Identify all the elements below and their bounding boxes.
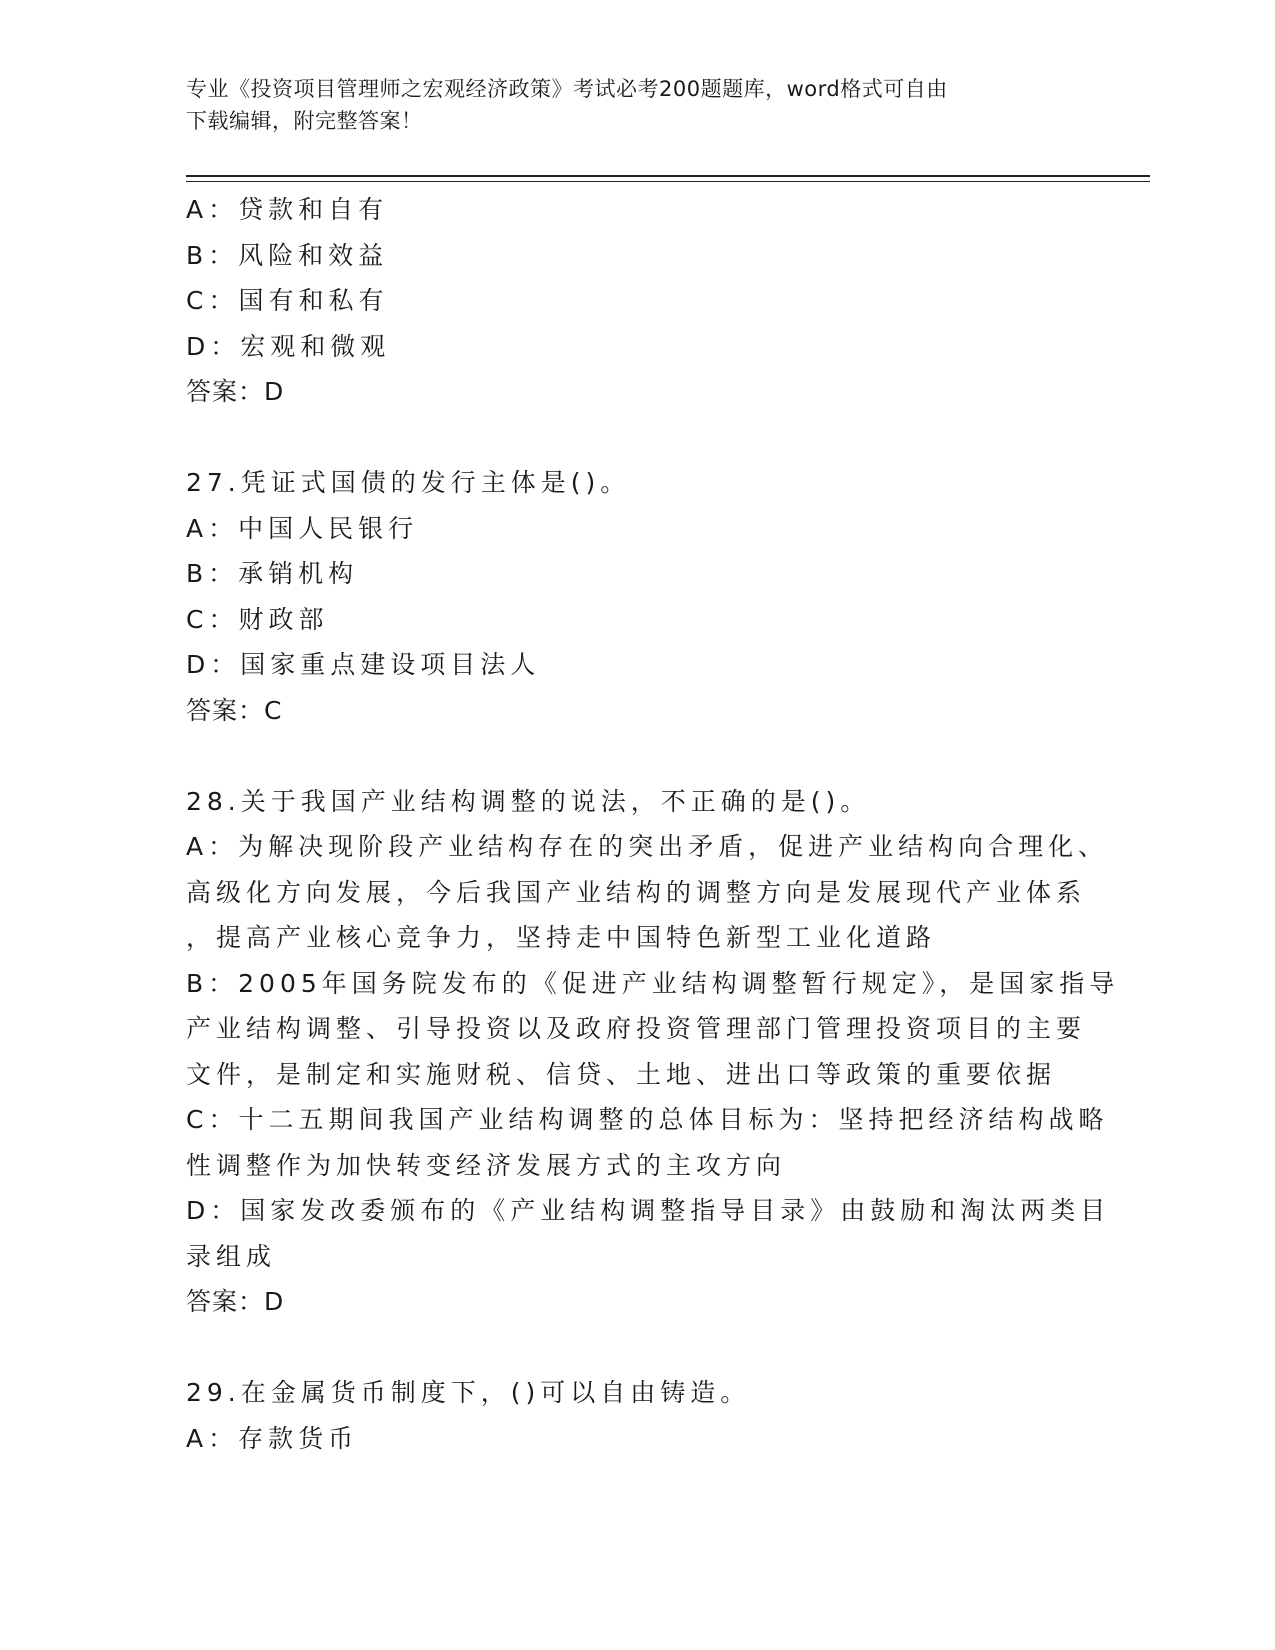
spacer [186, 1325, 1086, 1371]
option-b: B：风险和效益 [186, 240, 389, 270]
header-divider-thick [186, 175, 1150, 177]
document-header [186, 73, 1066, 137]
answer-line: 答案：D [186, 377, 285, 406]
option-b-line-2: 产业结构调整、引导投资以及政府投资管理部门管理投资项目的主要 [186, 1014, 1087, 1043]
option-d-line-1: D：国家发改委颁布的《产业结构调整指导目录》由鼓励和淘汰两类目 [186, 1196, 1111, 1225]
header-line-2: 下载编辑，附完整答案！ [186, 109, 423, 133]
option-a: A：贷款和自有 [186, 195, 389, 224]
option-c: C：财政部 [186, 604, 329, 634]
option-a-line-2: 高级化方向发展，今后我国产业结构的调整方向是发展现代产业体系 [186, 877, 1087, 907]
option-b: B：承销机构 [186, 559, 359, 588]
option-c: C：国有和私有 [186, 286, 389, 315]
question-text: 29.在金属货币制度下，()可以自由铸造。 [186, 1378, 751, 1407]
option-a-line-3: ，提高产业核心竞争力，坚持走中国特色新型工业化道路 [186, 923, 937, 952]
option-b-line-3: 文件，是制定和实施财税、信贷、土地、进出口等政策的重要依据 [186, 1059, 1057, 1089]
option-b-line-1: B：2005年国务院发布的《促进产业结构调整暂行规定》，是国家指导 [186, 968, 1120, 998]
option-a: A：存款货币 [186, 1423, 359, 1453]
header-divider-thin [186, 181, 1150, 182]
option-a: A：中国人民银行 [186, 513, 419, 543]
answer-line: 答案：C [186, 695, 283, 725]
option-d: D：宏观和微观 [186, 331, 391, 361]
header-line-1: 专业《投资项目管理师之宏观经济政策》考试必考200题题库，word格式可自由 [186, 77, 948, 101]
question-28 [186, 779, 1120, 1325]
option-c-line-2: 性调整作为加快转变经济发展方式的主攻方向 [186, 1150, 787, 1180]
question-list [186, 187, 1120, 1461]
option-d: D：国家重点建设项目法人 [186, 650, 541, 679]
option-c-line-1: C：十二五期间我国产业结构调整的总体目标为：坚持把经济结构战略 [186, 1105, 1109, 1134]
option-d-line-2: 录组成 [186, 1241, 277, 1271]
question-text: 27.凭证式国债的发行主体是()。 [186, 468, 631, 497]
question-text: 28.关于我国产业结构调整的说法，不正确的是()。 [186, 786, 871, 816]
question-26 [186, 187, 1086, 415]
spacer [186, 733, 1086, 779]
option-a-line-1: A：为解决现阶段产业结构存在的突出矛盾，促进产业结构向合理化、 [186, 832, 1109, 861]
spacer [186, 415, 1086, 461]
question-29 [186, 1370, 1086, 1461]
question-27 [186, 460, 1086, 733]
answer-line: 答案：D [186, 1287, 285, 1316]
